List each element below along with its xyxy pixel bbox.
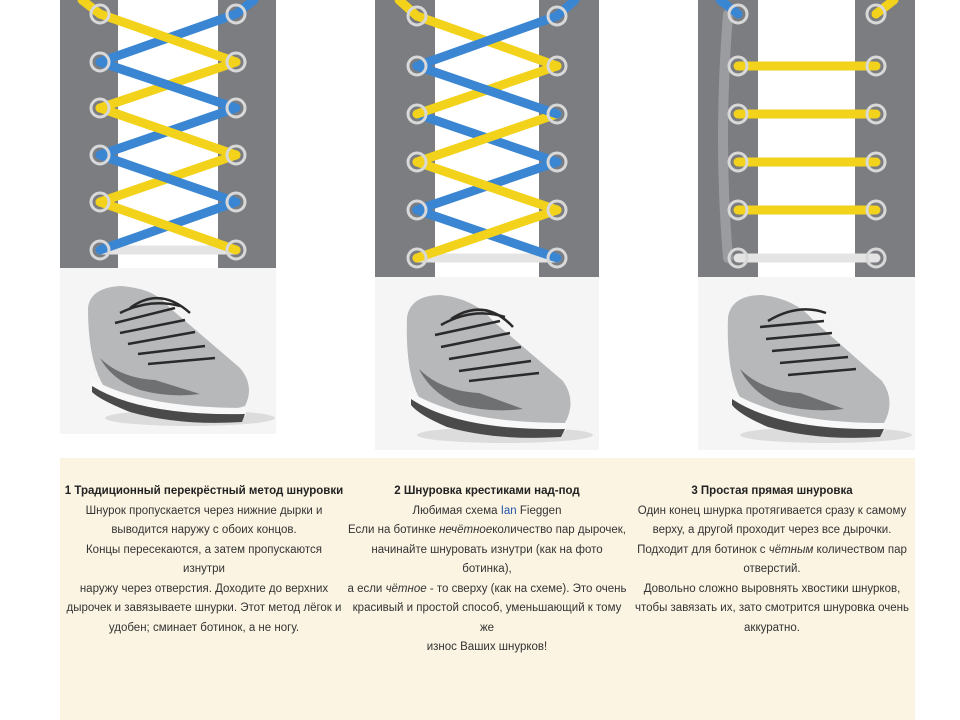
subtitle-prefix: Любимая схема xyxy=(412,504,498,517)
sneaker-photo-3 xyxy=(698,277,915,450)
sneaker-photo-2 xyxy=(375,277,599,450)
method-1-title: 1 Традиционный перекрёстный метод шнуровки xyxy=(64,485,344,497)
sneaker-photo-1 xyxy=(60,268,276,434)
method-3-text-line: верху, а другой проходит через все дырочки. xyxy=(652,524,892,536)
author-link[interactable]: Ian xyxy=(500,504,517,517)
emphasis-even: чётным xyxy=(768,543,814,556)
caption-panel xyxy=(60,458,915,720)
method-2-text-line: износ Ваших шнурков! xyxy=(426,641,548,653)
diagram-criss-cross xyxy=(60,0,276,268)
method-3-title: 3 Простая прямая шнуровка xyxy=(691,485,853,497)
method-2-title: 2 Шнуровка крестиками над-под xyxy=(394,485,580,497)
method-3-text-line: чтобы завязать их, зато смотрится шнуровка очень xyxy=(634,602,910,614)
emphasis-even: чётное xyxy=(385,582,427,595)
diagram-over-under xyxy=(375,0,599,277)
method-3-caption xyxy=(632,482,912,638)
method-2-text-line: начинайте шнуровать изнутри (как на фото ботинка), xyxy=(371,543,603,575)
method-2-text-line: Если на ботинке нечётноеколичество пар дырочек, xyxy=(348,524,626,536)
method-1-text-line: дырочек и завязываете шнурки. Этот метод лёгок и xyxy=(66,602,342,614)
method-2-subtitle xyxy=(347,502,627,522)
method-2-text-line: красивый и простой способ, уменьшающий к тому же xyxy=(352,602,622,634)
method-3-text-line: Подходит для ботинок с чётным количеством пар xyxy=(637,543,907,556)
method-3-text-line: Довольно сложно выровнять хвостики шнурков, xyxy=(643,582,901,595)
method-1-text-line: Шнурок пропускается через нижние дырки и xyxy=(85,504,323,517)
subtitle-suffix: Fieggen xyxy=(519,504,562,517)
method-1-text-line: наружу через отверстия. Доходите до верхних xyxy=(79,582,329,595)
emphasis-odd: нечётное xyxy=(439,524,493,536)
method-2-caption xyxy=(347,482,627,658)
method-3-text-line: аккуратно. xyxy=(744,621,800,634)
diagram-straight xyxy=(698,0,915,277)
method-1-caption xyxy=(64,482,344,638)
method-1-text-line: Концы пересекаются, а затем пропускаются изнутри xyxy=(85,543,323,575)
method-2-text-line: а если чётное - то сверху (как на схеме). Это очень xyxy=(347,582,627,595)
method-1-text-line: выводится наружу с обоих концов. xyxy=(111,524,297,536)
method-3-text-line: Один конец шнурка протягивается сразу к самому xyxy=(637,504,907,517)
method-3-text-line: отверстий. xyxy=(743,563,801,575)
method-1-text-line: удобен; сминает ботинок, а не ногу. xyxy=(108,621,300,634)
